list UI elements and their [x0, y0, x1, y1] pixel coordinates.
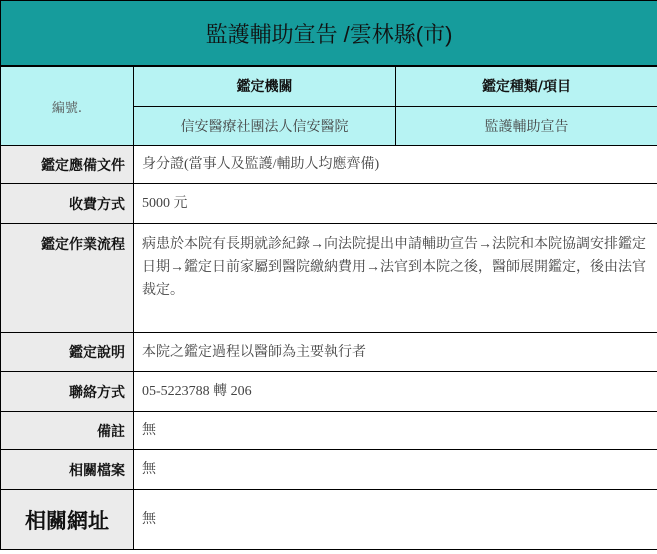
agency-header: 鑑定機關 — [134, 66, 396, 106]
row-value-description: 本院之鑑定過程以醫師為主要執行者 — [134, 333, 657, 372]
row-label-description: 鑑定說明 — [1, 333, 134, 372]
row-label-contact: 聯絡方式 — [1, 372, 134, 412]
row-label-process: 鑑定作業流程 — [1, 224, 134, 333]
row-value-process: 病患於本院有長期就診紀錄→向法院提出申請輔助宣告→法院和本院協調安排鑑定日期→鑑定日前家屬到醫院繳納費用→法官到本院之後，醫師展開鑑定，後由法官裁定。 — [134, 224, 657, 333]
type-header: 鑑定種類/項目 — [396, 66, 657, 106]
row-value-links: 無 — [134, 490, 657, 550]
type-value: 監護輔助宣告 — [396, 106, 657, 145]
row-label-notes: 備註 — [1, 412, 134, 450]
number-label: 編號. — [1, 66, 134, 146]
row-value-files: 無 — [134, 450, 657, 490]
row-label-links: 相關網址 — [1, 490, 134, 550]
agency-value: 信安醫療社團法人信安醫院 — [134, 106, 396, 145]
row-label-fee: 收費方式 — [1, 184, 134, 224]
row-value-contact: 05-5223788 轉 206 — [134, 372, 657, 412]
row-value-notes: 無 — [134, 412, 657, 450]
row-label-documents: 鑑定應備文件 — [1, 146, 134, 184]
row-value-documents: 身分證(當事人及監護/輔助人均應齊備) — [134, 146, 657, 184]
row-value-fee: 5000 元 — [134, 184, 657, 224]
row-label-files: 相關檔案 — [1, 450, 134, 490]
page-title: 監護輔助宣告 /雲林縣(市) — [1, 1, 657, 67]
